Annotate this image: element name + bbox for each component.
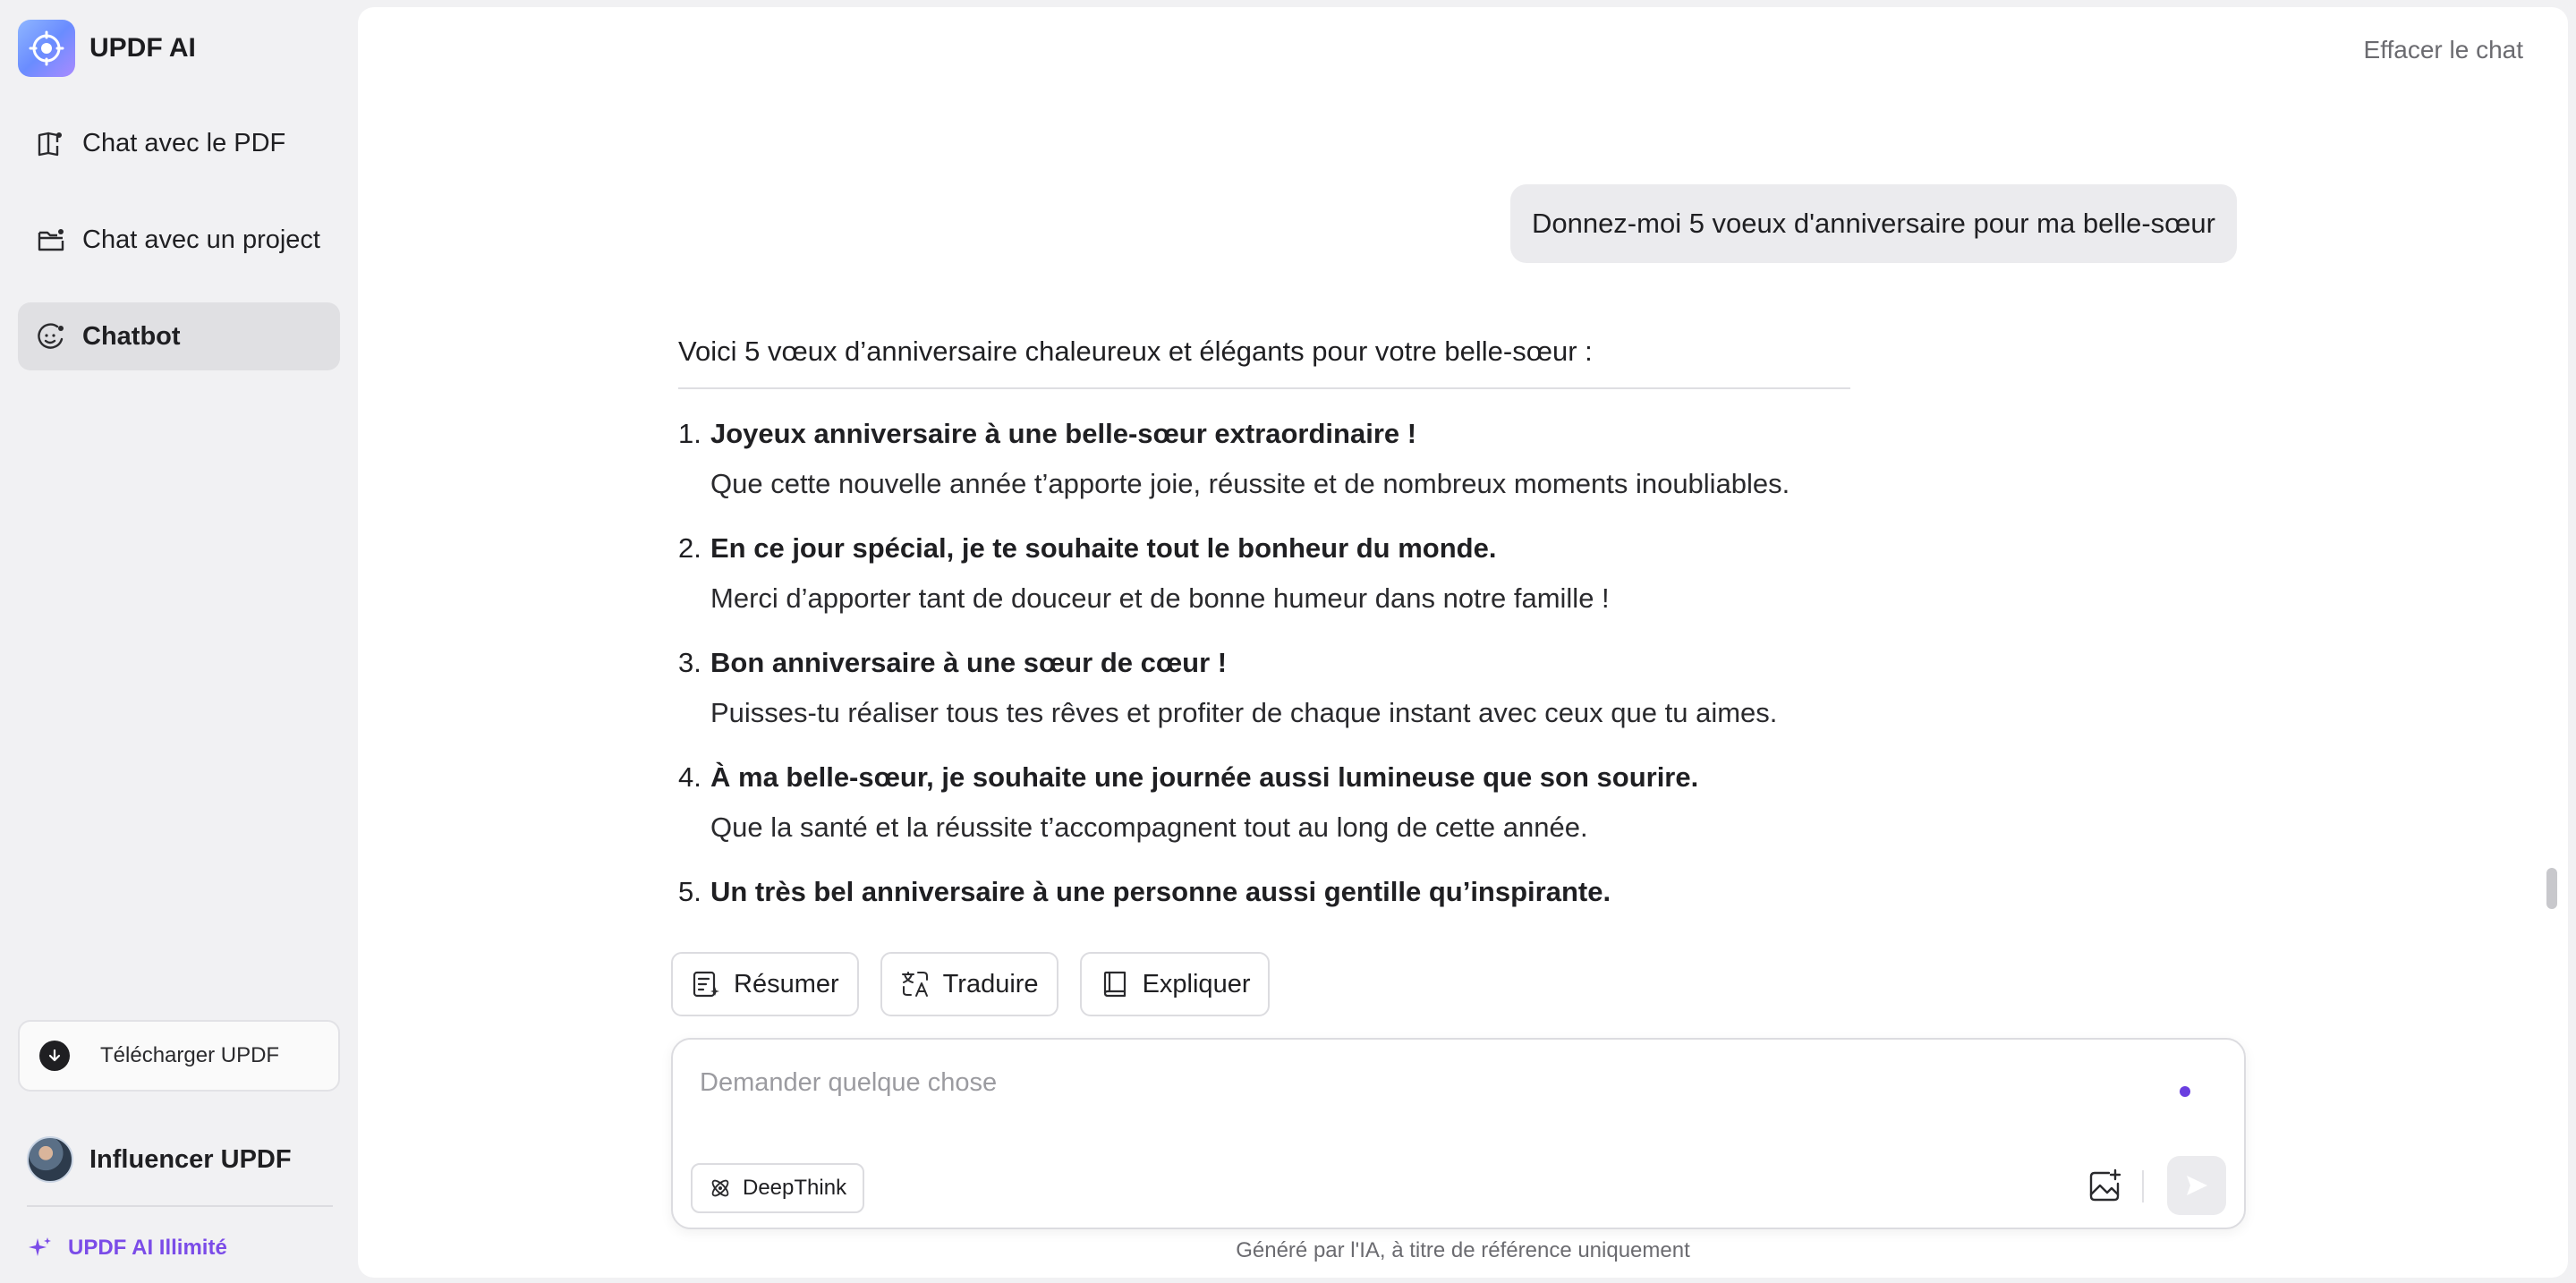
list-item [678,638,1877,738]
avatar [27,1136,73,1183]
summarize-label: Résumer [734,969,839,998]
deepthink-label: DeepThink [743,1176,847,1200]
sidebar-item-chat-project[interactable] [18,206,340,274]
wish-title: À ma belle-sœur, je souhaite une journée aussi lumineuse que son sourire. [710,761,1699,793]
user-profile[interactable] [27,1136,292,1183]
brand[interactable] [18,20,196,77]
sidebar-item-chatbot[interactable] [18,302,340,370]
sidebar-item-label: Chat avec le PDF [82,128,286,157]
sidebar-divider [27,1205,333,1207]
sidebar [0,0,358,1283]
list-item [678,752,1877,853]
sidebar-item-label: Chatbot [82,321,181,351]
download-label: Télécharger UPDF [100,1043,280,1067]
sidebar-nav [18,109,340,399]
list-number: 5. [678,876,701,907]
wish-text: Que cette nouvelle année t’apporte joie, réussite et de nombreux moments inoubliables. [710,468,1790,499]
assistant-answer [678,325,1877,933]
explain-button[interactable] [1080,952,1271,1016]
explain-book-icon [1100,969,1130,999]
sidebar-item-label: Chat avec un project [82,225,320,254]
list-number: 2. [678,532,701,564]
translate-icon [900,969,931,999]
send-button[interactable] [2167,1156,2226,1215]
user-message-text: Donnez-moi 5 voeux d'anniversaire pour ma belle-sœur [1531,208,2215,239]
bot-chat-icon [36,321,66,352]
list-item [678,409,1877,509]
wish-text: Puisses-tu réaliser tous tes rêves et profiter de chaque instant avec ceux que tu aimes. [710,697,1778,728]
list-item [678,867,1877,917]
list-number: 1. [678,418,701,449]
list-item [678,523,1877,624]
user-name: Influencer UPDF [89,1144,292,1174]
deepthink-toggle[interactable] [691,1163,864,1213]
answer-intro: Voici 5 vœux d’anniversaire chaleureux et élégants pour votre belle-sœur : [678,336,1593,367]
user-message-bubble [1510,184,2237,263]
translate-button[interactable] [880,952,1058,1016]
clear-chat-button[interactable]: Effacer le chat [2363,36,2523,64]
download-updf-button[interactable] [18,1020,340,1092]
updf-logo-icon [18,20,75,77]
answer-divider [678,387,1850,389]
upgrade-link[interactable] [27,1235,227,1262]
status-dot [2180,1086,2190,1097]
send-icon [2183,1172,2210,1199]
chat-panel [358,7,2568,1278]
upgrade-label: UPDF AI Illimité [68,1236,227,1260]
scrollbar-thumb[interactable] [2546,868,2557,909]
wish-title: Joyeux anniversaire à une belle-sœur extraordinaire ! [710,418,1417,449]
wish-text: Que la santé et la réussite t’accompagnent tout au long de cette année. [710,811,1588,843]
brand-name: UPDF AI [89,33,196,63]
download-icon [39,1041,70,1071]
wish-title: Un très bel anniversaire à une personne aussi gentille qu’inspirante. [710,876,1611,907]
wish-title: Bon anniversaire à une sœur de cœur ! [710,647,1228,678]
list-number: 4. [678,761,701,793]
summarize-button[interactable] [671,952,859,1016]
add-image-button[interactable] [2085,1165,2126,1206]
sidebar-item-chat-pdf[interactable] [18,109,340,177]
quick-actions [671,952,1291,1016]
image-add-icon [2087,1168,2123,1203]
summarize-icon [691,969,721,999]
chat-input[interactable] [700,1063,2131,1102]
book-chat-icon [36,128,66,158]
atom-icon [709,1177,732,1200]
composer-divider [2142,1170,2144,1202]
chat-composer [671,1038,2246,1229]
wish-title: En ce jour spécial, je te souhaite tout le bonheur du monde. [710,532,1497,564]
ai-disclaimer: Généré par l'IA, à titre de référence uniquement [1236,1238,1690,1262]
sparkle-icon [27,1235,54,1262]
list-number: 3. [678,647,701,678]
wish-text: Merci d’apporter tant de douceur et de bonne humeur dans notre famille ! [710,582,1610,614]
translate-label: Traduire [942,969,1039,998]
folder-chat-icon [36,225,66,255]
explain-label: Expliquer [1142,969,1251,998]
